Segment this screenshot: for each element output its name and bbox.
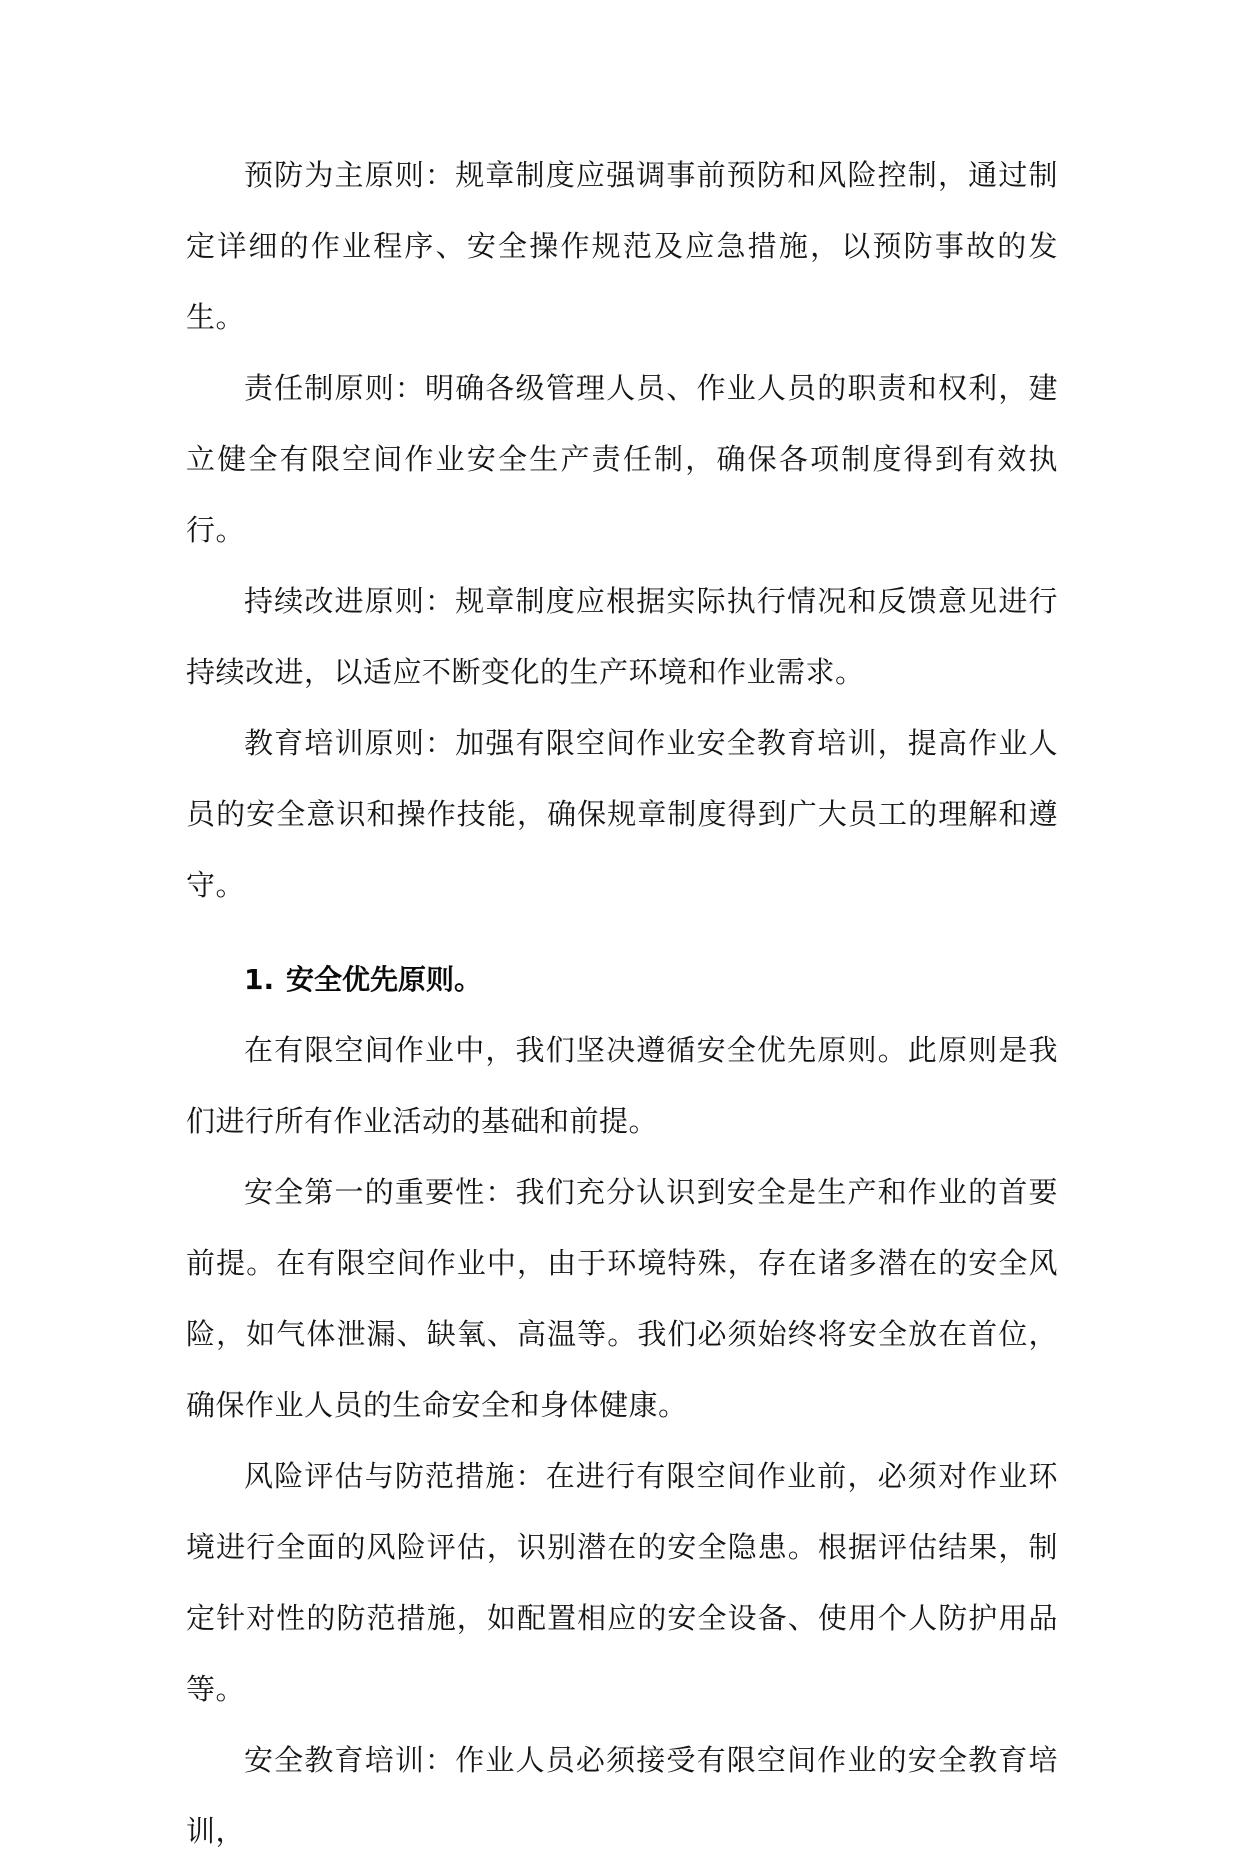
section-heading-text: 安全优先原则。 — [286, 963, 483, 996]
paragraph-continuous-improvement-principle: 持续改进原则：规章制度应根据实际执行情况和反馈意见进行持续改进，以适应不断变化的生产环境和作业需求。 — [186, 584, 1058, 689]
paragraph-responsibility-principle: 责任制原则：明确各级管理人员、作业人员的职责和权利，建立健全有限空间作业安全生产责任制，确保各项制度得到有效执行。 — [186, 371, 1058, 547]
paragraph-safety-first-intro: 在有限空间作业中，我们坚决遵循安全优先原则。此原则是我们进行所有作业活动的基础和前提。 — [186, 1033, 1058, 1138]
paragraph-prevention-principle: 预防为主原则：规章制度应强调事前预防和风险控制，通过制定详细的作业程序、安全操作规范及应急措施，以预防事故的发生。 — [186, 158, 1058, 334]
paragraph-safety-importance: 安全第一的重要性：我们充分认识到安全是生产和作业的首要前提。在有限空间作业中，由于环境特殊，存在诸多潜在的安全风险，如气体泄漏、缺氧、高温等。我们必须始终将安全放在首位，确保作业人员的生命安全和身体健康。 — [186, 1175, 1058, 1422]
section-heading-number: 1. — [244, 963, 275, 996]
paragraph-safety-training: 安全教育培训：作业人员必须接受有限空间作业的安全教育培训， — [186, 1743, 1058, 1848]
document-body — [186, 140, 1058, 1867]
paragraph-training-principle: 教育培训原则：加强有限空间作业安全教育培训，提高作业人员的安全意识和操作技能，确保规章制度得到广大员工的理解和遵守。 — [186, 726, 1058, 902]
section-heading — [186, 944, 1058, 1015]
paragraph-risk-assessment: 风险评估与防范措施：在进行有限空间作业前，必须对作业环境进行全面的风险评估，识别潜在的安全隐患。根据评估结果，制定针对性的防范措施，如配置相应的安全设备、使用个人防护用品等。 — [186, 1459, 1058, 1706]
